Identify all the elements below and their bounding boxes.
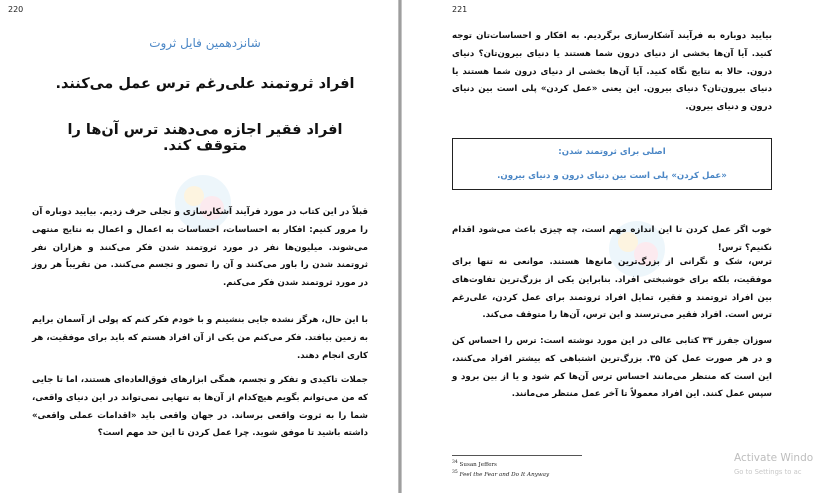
footnote-text: Susan Jeffers [459,461,497,468]
callout-text: «عمل کردن» پلی است بین دنیای درون و دنیای بیرون. [497,171,727,181]
page-number-left: 220 [8,5,24,14]
body-paragraph: ترس، شک و نگرانی از بزرگ‌ترین مانع‌ها هستند. موانعی نه تنها برای موفقیت، بلکه برای خوشبختی افراد. بنابراین یکی از بزرگ‌ترین تفاوت‌های بین افراد ثروتمند و فقیر، تمایل افراد ثروتمند برای عمل کردن، علی‌رغم ترس است. افراد فقیر می‌ترسند و این ترس، آن‌ها را متوقف می‌کند. [452,257,772,321]
footnote-number: 35 [452,469,458,475]
body-paragraph: بیایید دوباره به فرآیند آشکارسازی برگردیم. به افکار و احساسات‌تان توجه کنید. آیا آن‌ها بخشی از دنیای درون شما هستند یا دنیای بیرون‌تان؟ دنیای درون. حالا به نتایج نگاه کنید. آیا آن‌ها بخشی از دنیای درون شما هستند یا دنیای بیرون‌تان؟ دنیای بیرون. این یعنی «عمل کردن» پلی است بین دنیای درون و دنیای بیرون. [452,31,772,113]
page-number-right: 221 [452,5,468,14]
activate-windows-watermark: Activate Windo [734,452,813,464]
file-title: شانزدهمین فایل ثروت [149,36,261,50]
footnote-item [452,459,549,469]
body-paragraph: قبلاً در این کتاب در مورد فرآیند آشکارسازی و تجلی حرف زدیم. بیایید دوباره آن را مرور کنیم: افکار به احساسات، احساسات به اعمال و اعمال به نتایج منتهی می‌شوند. میلیون‌ها نفر در مورد ثروتمند شدن فکر می‌کنند و هزاران نفر ثروتمند شدن را باور می‌کنند و آن را تصور و تجسم می‌کنند. من تقریباً هر روز در مورد ثروتمند شدن فکر می‌کنم. [32,207,368,289]
footnote-text: Feel the Fear and Do It Anyway [459,471,550,478]
left-page [0,0,398,493]
body-paragraph: جملات تاکیدی و تفکر و تجسم، همگی ابزارهای فوق‌العاده‌ای هستند، اما تا جایی که من می‌توانم بگویم هیچ‌کدام از آن‌ها به تنهایی نمی‌تواند در این دنیای واقعی، شما را به ثروت واقعی برساند. در جهان واقعی باید «اقدامات عملی واقعی» داشته باشید تا موفق شوید. چرا عمل کردن تا این حد مهم است؟ [32,375,368,439]
callout-heading: اصلی برای ثروتمند شدن: [558,147,666,157]
footnotes [452,459,549,479]
footnote-item [452,469,549,479]
footnote-divider [452,455,582,456]
footnote-number: 34 [452,460,458,465]
activate-windows-subtext: Go to Settings to ac [734,468,802,476]
body-paragraph: خوب اگر عمل کردن تا این اندازه مهم است، چه چیزی باعث می‌شود اقدام نکنیم؟ ترس! [452,225,772,253]
right-page [402,0,800,493]
principle-callout-box [452,138,772,190]
principle-poor: افراد فقیر اجازه می‌دهند ترس آن‌ها را متوقف کند. [67,122,343,154]
body-paragraph: سوزان جفرز ۳۴ کتابی عالی در این مورد نوشته است: ترس را احساس کن و در هر صورت عمل کن ۳۵. بزرگ‌ترین اشتباهی که بیشتر افراد می‌کنند، این است که منتظر می‌مانند احساس ترس آن‌ها کم شود و یا از بین برود و سپس عمل کنند. این افراد معمولاً تا آخر عمل منتظر می‌مانند. [452,336,773,400]
body-paragraph: با این حال، هرگز نشده جایی بنشینم و با خودم فکر کنم که پولی از آسمان برایم به زمین بیافتد. فکر می‌کنم من یکی از آن افراد هستم که باید برای موفقیت، هر کاری انجام دهند. [32,315,368,361]
principle-rich: افراد ثروتمند علی‌رغم ترس عمل می‌کنند. [55,76,355,92]
